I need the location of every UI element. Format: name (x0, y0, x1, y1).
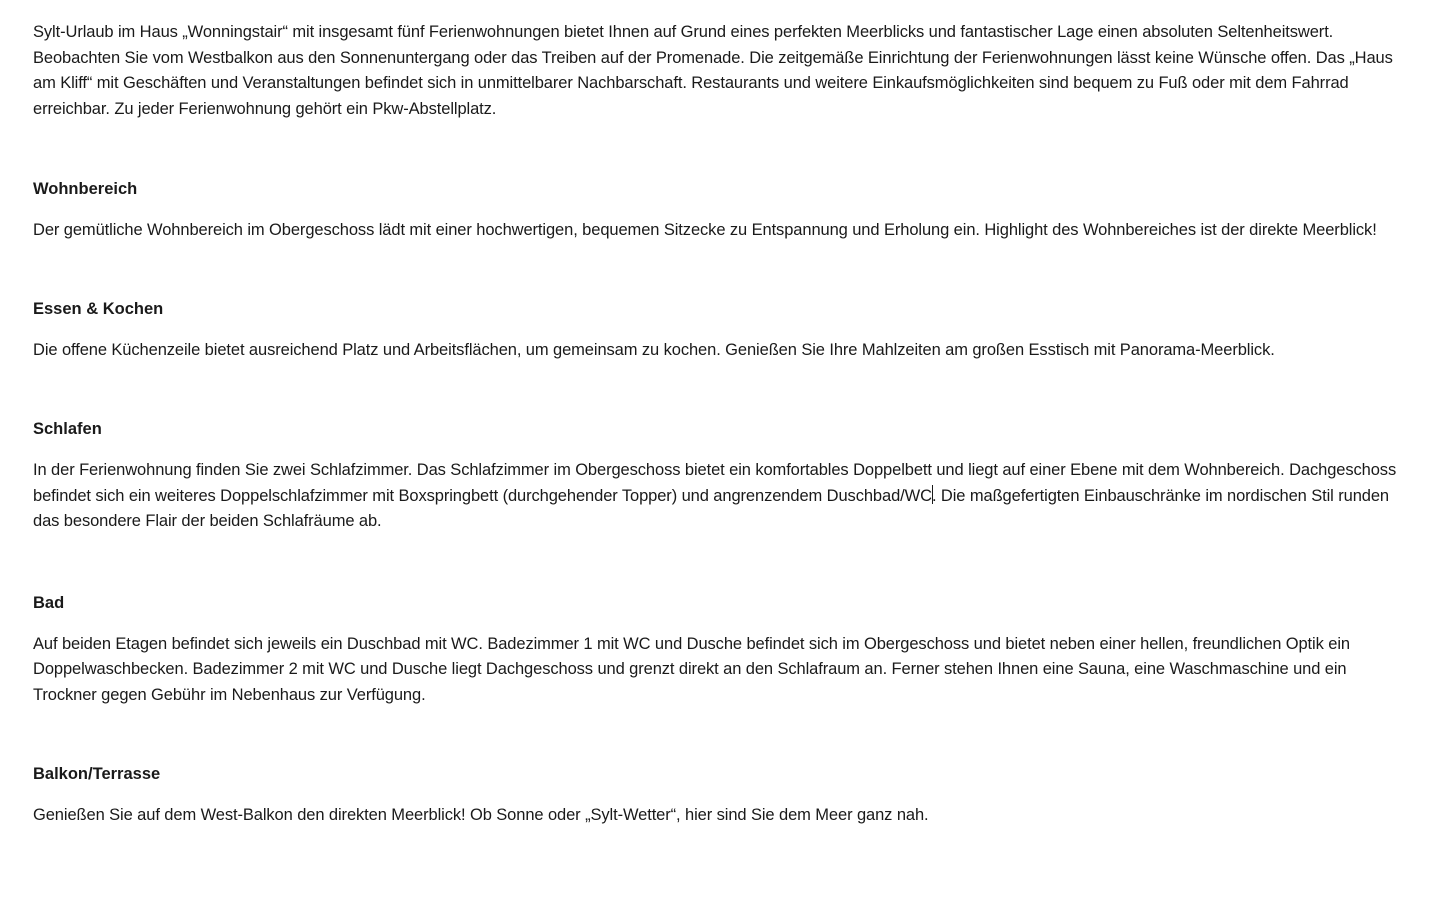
section-schlafen (33, 418, 1408, 535)
section-heading: Balkon/Terrasse (33, 765, 161, 783)
section-balkon-terrasse (33, 763, 1408, 829)
document-body[interactable] (33, 20, 1408, 829)
section-paragraph: Auf beiden Etagen befindet sich jeweils ein Duschbad mit WC. Badezimmer 1 mit WC und Dusche befindet sich im Obergeschoss und bietet neben einer hellen, freundlichen Optik ein Doppelwaschbecken. Badezimmer 2 mit WC und Dusche liegt Dachgeschoss und grenzt direkt an den Schlafraum an. Ferner stehen Ihnen eine Sauna, eine Waschmaschine und ein Trockner gegen Gebühr im Nebenhaus zur Verfügung. (33, 634, 1350, 704)
paragraph-text: . Die maßgefertigten Einbauschränke im nordischen Stil runden das besondere Flair der beiden Schlafräume ab. (33, 486, 1389, 530)
section-paragraph: Die offene Küchenzeile bietet ausreichend Platz und Arbeitsflächen, um gemeinsam zu kochen. Genießen Sie Ihre Mahlzeiten am großen Esstisch mit Panorama-Meerblick. (33, 340, 1275, 359)
section-heading: Bad (33, 593, 65, 612)
section-wohnbereich (33, 178, 1408, 244)
section-paragraph: Genießen Sie auf dem West-Balkon den direkten Meerblick! Ob Sonne oder „Sylt-Wetter“, hier sind Sie dem Meer ganz nah. (33, 806, 929, 824)
section-paragraph (33, 458, 1408, 535)
section-heading: Essen & Kochen (33, 299, 164, 318)
section-heading: Wohnbereich (33, 180, 138, 198)
section-essen-kochen (33, 298, 1408, 364)
paragraph-text: In der Ferienwohnung finden Sie zwei Schlafzimmer. Das Schlafzimmer im Obergeschoss bietet ein komfortables Doppelbett und liegt auf einer Ebene mit dem Wohnbereich. Dachgeschoss befindet sich ein weiteres Doppelschlafzimmer mit Boxspringbett (durchgehender Topper) und angrenzendem Duschbad/WC (33, 461, 1397, 505)
section-paragraph: Der gemütliche Wohnbereich im Obergeschoss lädt mit einer hochwertigen, bequemen Sitzecke zu Entspannung und Erholung ein. Highlight des Wohnbereiches ist der direkte Meerblick! (33, 221, 1377, 239)
section-heading: Schlafen (33, 420, 102, 438)
intro-paragraph: Sylt-Urlaub im Haus „Wonningstair“ mit insgesamt fünf Ferienwohnungen bietet Ihnen auf Grund eines perfekten Meerblicks und fantastischer Lage einen absoluten Seltenheitswert. Beobachten Sie vom Westbalkon aus den Sonnenuntergang oder das Treiben auf der Promenade. Die zeitgemäße Einrichtung der Ferienwohnungen lässt keine Wünsche offen. Das „Haus am Kliff“ mit Geschäften und Veranstaltungen befindet sich in unmittelbarer Nachbarschaft. Restaurants und weitere Einkaufsmöglichkeiten sind bequem zu Fuß oder mit dem Fahrrad erreichbar. Zu jeder Ferienwohnung gehört ein Pkw-Abstellplatz. (33, 23, 1393, 118)
section-bad (33, 592, 1408, 709)
